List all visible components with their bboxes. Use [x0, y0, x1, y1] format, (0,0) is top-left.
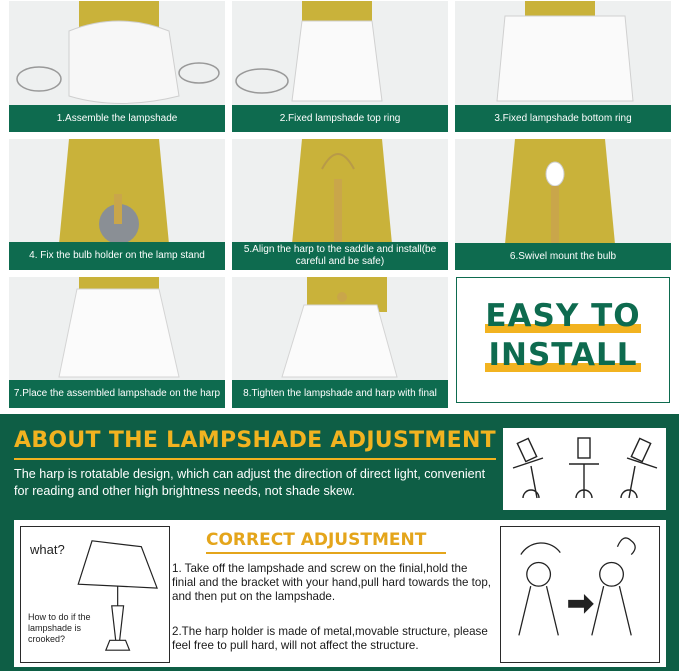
- finial-pull-sketch: [500, 526, 660, 663]
- step-8-caption: 8.Tighten the lampshade and harp with final: [232, 380, 448, 408]
- step-2-caption: 2.Fixed lampshade top ring: [232, 105, 448, 132]
- correct-underline: [206, 552, 446, 554]
- what-label: what?: [30, 542, 65, 557]
- step-1-tile: [9, 1, 225, 132]
- step-4-tile: [9, 139, 225, 270]
- step-7-tile: [9, 277, 225, 408]
- step-4-caption: 4. Fix the bulb holder on the lamp stand: [9, 242, 225, 270]
- correct-step-1: 1. Take off the lampshade and screw on the finial,hold the finial and the bracket with your hand,pull hard towards the top, and then put on the lampshade.: [172, 562, 492, 603]
- step-5-caption: 5.Align the harp to the saddle and install(be careful and be safe): [232, 242, 448, 270]
- step-7-caption: 7.Place the assembled lampshade on the harp: [9, 380, 225, 408]
- about-title: ABOUT THE LAMPSHADE ADJUSTMENT: [14, 428, 496, 453]
- harp-rotation-icon: [503, 428, 666, 510]
- easy-line-2: INSTALL: [488, 337, 638, 373]
- about-text: The harp is rotatable design, which can adjust the direction of direct light, convenient for reading and other high brightness needs, not shade skew.: [14, 467, 486, 498]
- step-2-tile: [232, 1, 448, 132]
- step-1-caption: 1.Assemble the lampshade: [9, 105, 225, 132]
- easy-line-1: EASY TO: [485, 298, 641, 334]
- step-5-tile: [232, 139, 448, 270]
- howto-label: How to do if the lampshade is crooked?: [28, 612, 91, 644]
- about-underline: [14, 458, 496, 460]
- step-3-caption: 3.Fixed lampshade bottom ring: [455, 105, 671, 132]
- correct-step-2: 2.The harp holder is made of metal,movable structure, please feel free to pull hard, will not affect the structure.: [172, 625, 488, 652]
- step-6-tile: [455, 139, 671, 270]
- step-8-tile: [232, 277, 448, 408]
- step-3-tile: [455, 1, 671, 132]
- correct-title: CORRECT ADJUSTMENT: [206, 530, 427, 550]
- step-6-caption: 6.Swivel mount the bulb: [455, 243, 671, 270]
- easy-to-install-badge: [456, 277, 670, 403]
